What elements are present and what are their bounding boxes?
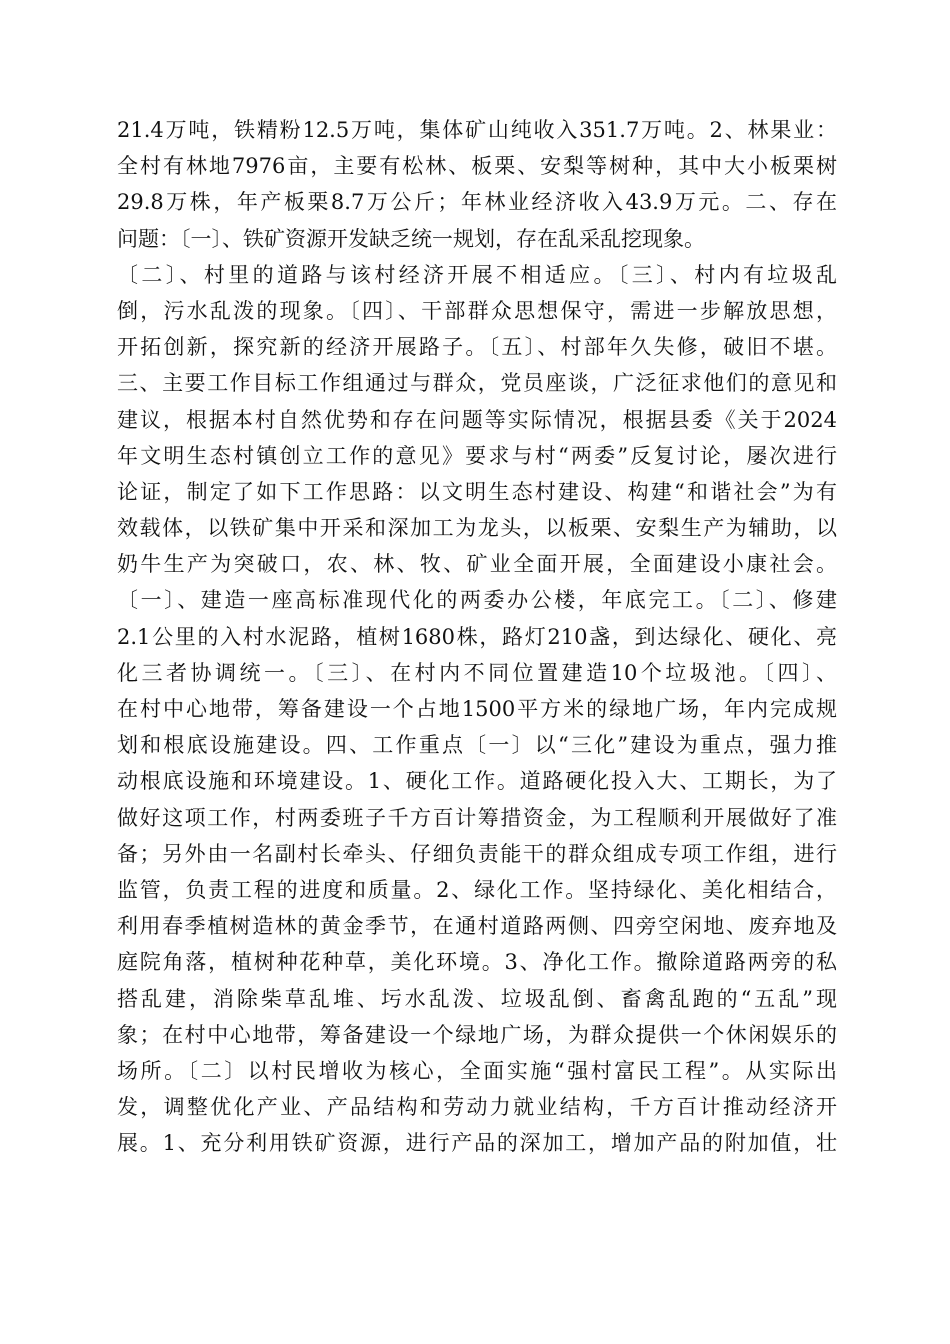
text-line: 备；另外由一名副村长牵头、仔细负责能干的群众组成专项工作组，进行: [117, 841, 837, 866]
text-line: 开拓创新，探究新的经济开展路子。〔五〕、村部年久失修，破旧不堪。: [117, 335, 837, 360]
text-line: 奶牛生产为突破口，农、林、牧、矿业全面开展，全面建设小康社会。: [117, 552, 837, 577]
text-line: 场所。〔二〕以村民增收为核心，全面实施“强村富民工程”。从实际出: [117, 1058, 837, 1083]
body-text: [117, 112, 837, 1161]
text-line: 发，调整优化产业、产品结构和劳动力就业结构，千方百计推动经济开: [117, 1095, 837, 1120]
text-line: 在村中心地带，筹备建设一个占地1500平方米的绿地广场，年内完成规: [117, 697, 837, 721]
text-line: 利用春季植树造林的黄金季节，在通村道路两侧、四旁空闲地、废弃地及: [117, 914, 837, 939]
text-line: 展。1、充分利用铁矿资源，进行产品的深加工，增加产品的附加值，壮: [117, 1131, 837, 1156]
text-line: 〔一〕、建造一座高标准现代化的两委办公楼，年底完工。〔二〕、修建: [117, 588, 837, 613]
text-line: 效载体，以铁矿集中开采和深加工为龙头，以板栗、安梨生产为辅助，以: [117, 516, 837, 541]
text-line: 建议，根据本村自然优势和存在问题等实际情况，根据县委《关于2024: [117, 407, 837, 432]
text-line: 搭乱建，消除柴草乱堆、圬水乱泼、垃圾乱倒、畜禽乱跑的“五乱”现: [117, 986, 837, 1011]
text-line: 问题：〔一〕、铁矿资源开发缺乏统一规划，存在乱采乱挖现象。: [117, 226, 705, 251]
text-line: 三、主要工作目标工作组通过与群众，党员座谈，广泛征求他们的意见和: [117, 371, 837, 396]
text-line: 年文明生态村镇创立工作的意见》要求与村“两委”反复讨论，屡次进行: [117, 443, 837, 468]
text-line: 21.4万吨，铁精粉12.5万吨，集体矿山纯收入351.7万吨。2、林果业：: [117, 118, 837, 142]
text-line: 29.8万株，年产板栗8.7万公斤；年林业经济收入43.9万元。二、存在: [117, 190, 837, 215]
text-line: 动根底设施和环境建设。1、硬化工作。道路硬化投入大、工期长，为了: [117, 769, 837, 794]
text-line: 做好这项工作，村两委班子千方百计筹措资金，为工程顺利开展做好了准: [117, 805, 837, 830]
text-line: 庭院角落，植树种花种草，美化环境。3、净化工作。撤除道路两旁的私: [117, 950, 837, 975]
text-line: 论证，制定了如下工作思路：以文明生态村建设、构建“和谐社会”为有: [117, 479, 837, 504]
text-line: 〔二〕、村里的道路与该村经济开展不相适应。〔三〕、村内有垃圾乱: [117, 262, 837, 287]
text-line: 象；在村中心地带，筹备建设一个绿地广场，为群众提供一个休闲娱乐的: [117, 1022, 837, 1047]
text-line: 监管，负责工程的进度和质量。2、绿化工作。坚持绿化、美化相结合，: [117, 877, 837, 902]
text-line: 化三者协调统一。〔三〕、在村内不同位置建造10个垃圾池。〔四〕、: [117, 660, 837, 685]
text-line: 2.1公里的入村水泥路，植树1680株，路灯210盏，到达绿化、硬化、亮: [117, 624, 837, 649]
text-line: 划和根底设施建设。四、工作重点〔一〕以“三化”建设为重点，强力推: [117, 733, 837, 758]
text-line: 倒，污水乱泼的现象。〔四〕、干部群众思想保守，需进一步解放思想，: [117, 298, 837, 323]
text-line: 全村有林地7976亩，主要有松林、板栗、安梨等树种，其中大小板栗树: [117, 154, 837, 179]
